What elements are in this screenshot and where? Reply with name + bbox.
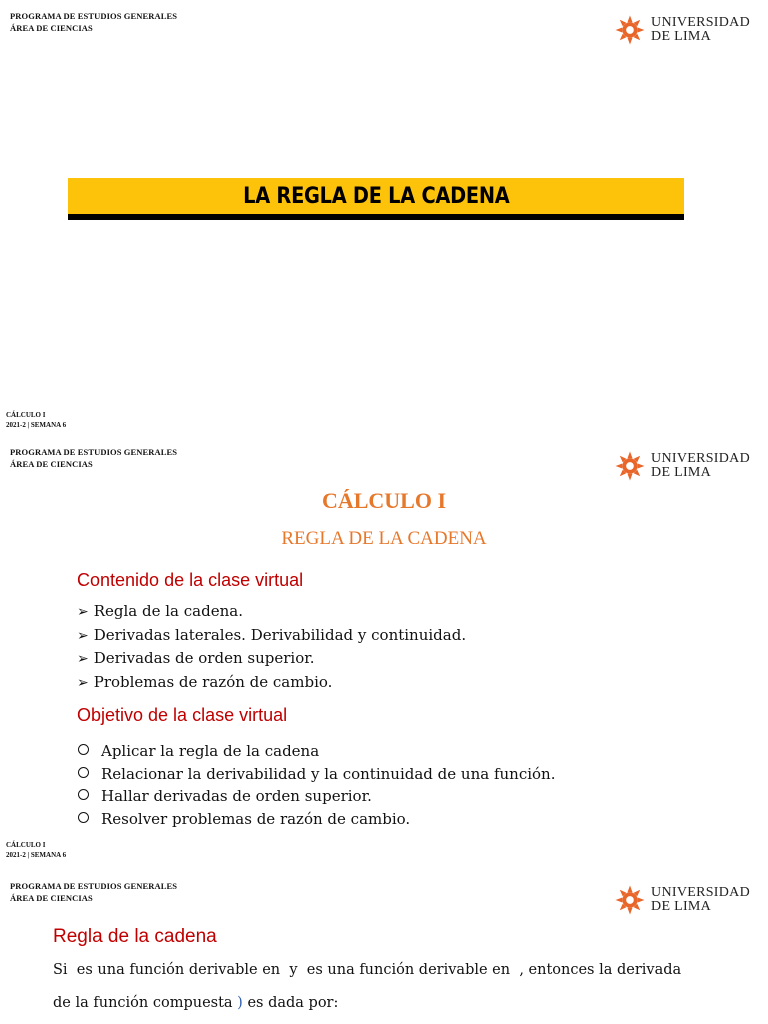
university-logo bbox=[613, 449, 750, 483]
list-item bbox=[78, 808, 555, 831]
program-header-line1: PROGRAMA DE ESTUDIOS GENERALES bbox=[10, 881, 178, 891]
university-logo bbox=[613, 13, 750, 47]
logo-text-line2: DE LIMA bbox=[651, 465, 712, 480]
topic-subtitle: REGLA DE LA CADENA bbox=[281, 528, 487, 549]
slide-title: LA REGLA DE LA CADENA bbox=[242, 183, 510, 209]
footer-term: 2021-2 | SEMANA 6 bbox=[6, 421, 67, 429]
definition-text-b: es dada por: bbox=[242, 995, 339, 1011]
program-header bbox=[10, 446, 177, 470]
list-item-text: Derivadas laterales. Derivabilidad y continuidad. bbox=[93, 625, 467, 644]
list-item-text: Regla de la cadena. bbox=[93, 602, 243, 620]
list-item-text: Problemas de razón de cambio. bbox=[93, 672, 333, 691]
list-item bbox=[77, 647, 466, 671]
footer-course: CÁLCULO I bbox=[6, 411, 46, 419]
course-title: CÁLCULO I bbox=[321, 488, 447, 513]
arrow-bullet-icon: ➢ bbox=[77, 651, 89, 667]
program-header-line2: ÁREA DE CIENCIAS bbox=[10, 23, 93, 33]
definition-line-2 bbox=[53, 995, 338, 1011]
objective-heading: Objetivo de la clase virtual bbox=[77, 705, 288, 725]
list-item-text: Derivadas de orden superior. bbox=[93, 649, 315, 667]
arrow-bullet-icon: ➢ bbox=[77, 627, 89, 644]
definition-text-a: de la función compuesta bbox=[53, 995, 238, 1011]
program-header-line2: ÁREA DE CIENCIAS bbox=[10, 459, 93, 469]
program-header-line1: PROGRAMA DE ESTUDIOS GENERALES bbox=[10, 11, 178, 21]
list-item-text: Relacionar la derivabilidad y la continuidad de una función. bbox=[101, 764, 556, 783]
course-footer bbox=[6, 410, 66, 430]
list-item-text: Aplicar la regla de la cadena bbox=[101, 742, 320, 760]
content-heading: Contenido de la clase virtual bbox=[77, 570, 304, 590]
sun-flower-logo-icon bbox=[613, 883, 647, 917]
sun-flower-logo-icon bbox=[613, 449, 647, 483]
list-item bbox=[77, 671, 466, 695]
list-item bbox=[78, 763, 555, 786]
program-header-line1: PROGRAMA DE ESTUDIOS GENERALES bbox=[10, 447, 178, 457]
arrow-bullet-icon: ➢ bbox=[77, 604, 89, 620]
circle-bullet-icon bbox=[78, 789, 89, 800]
list-item bbox=[77, 600, 466, 624]
section-title: Regla de la cadena bbox=[53, 926, 217, 947]
logo-text bbox=[651, 16, 750, 44]
list-item bbox=[78, 740, 555, 763]
list-item bbox=[77, 624, 466, 648]
slide-3 bbox=[0, 870, 768, 1024]
logo-text-line2: DE LIMA bbox=[651, 29, 712, 44]
circle-bullet-icon bbox=[78, 767, 89, 778]
content-list bbox=[77, 600, 466, 694]
sun-flower-logo-icon bbox=[613, 13, 647, 47]
slide-2 bbox=[0, 436, 768, 866]
university-logo bbox=[613, 883, 750, 917]
slide-1 bbox=[0, 0, 768, 436]
program-header-line2: ÁREA DE CIENCIAS bbox=[10, 893, 93, 903]
definition-line-1: Si es una función derivable en y es una función derivable en , entonces la derivada bbox=[53, 962, 682, 978]
footer-term: 2021-2 | SEMANA 6 bbox=[6, 851, 67, 859]
program-header bbox=[10, 880, 177, 904]
objective-list bbox=[78, 740, 555, 830]
title-banner bbox=[68, 178, 684, 220]
list-item bbox=[78, 785, 555, 808]
logo-text-line1: UNIVERSIDAD bbox=[651, 885, 750, 900]
circle-bullet-icon bbox=[78, 812, 89, 823]
logo-text-line1: UNIVERSIDAD bbox=[651, 451, 750, 466]
footer-course: CÁLCULO I bbox=[6, 841, 46, 849]
arrow-bullet-icon: ➢ bbox=[77, 674, 89, 691]
course-footer bbox=[6, 840, 66, 860]
circle-bullet-icon bbox=[78, 744, 89, 755]
program-header bbox=[10, 10, 177, 34]
list-item-text: Hallar derivadas de orden superior. bbox=[101, 787, 372, 805]
logo-text-line1: UNIVERSIDAD bbox=[651, 15, 750, 30]
logo-text bbox=[651, 886, 750, 914]
logo-text-line2: DE LIMA bbox=[651, 899, 712, 914]
logo-text bbox=[651, 452, 750, 480]
formula-paren: ) bbox=[237, 995, 243, 1011]
list-item-text: Resolver problemas de razón de cambio. bbox=[101, 809, 411, 828]
